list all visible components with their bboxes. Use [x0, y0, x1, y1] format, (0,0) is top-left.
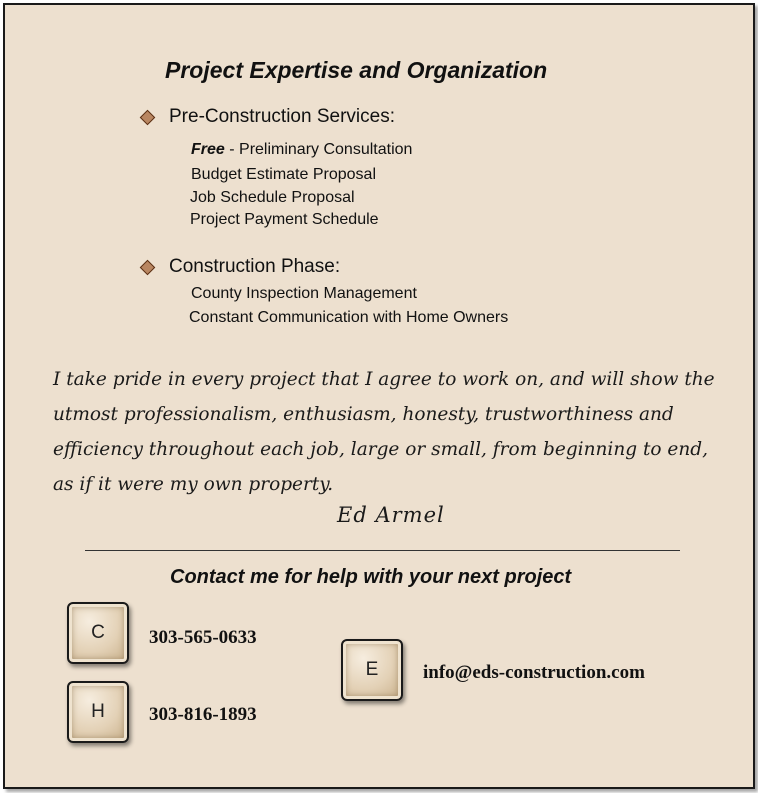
pride-quote [53, 362, 733, 502]
cell-key-icon: C [67, 602, 129, 664]
contact-heading: Contact me for help with your next project [170, 566, 572, 588]
email-key-icon: E [341, 639, 403, 701]
quote-line: as if it were my own property. [53, 474, 334, 495]
construction-phase-heading-label: Construction Phase: [169, 256, 341, 277]
free-label: Free [191, 141, 225, 158]
diamond-bullet-icon [140, 109, 156, 125]
pre-construction-heading [140, 106, 395, 128]
quote-line: utmost professionalism, enthusiasm, honesty, trustworthiness and [53, 404, 674, 425]
home-phone-number[interactable]: 303-816-1893 [149, 704, 257, 725]
list-item-schedule: Job Schedule Proposal [190, 189, 355, 206]
consultation-label: - Preliminary Consultation [224, 141, 413, 158]
page-title: Project Expertise and Organization [165, 57, 548, 83]
construction-phase-heading [140, 256, 340, 278]
email-address[interactable]: info@eds-construction.com [423, 662, 645, 683]
divider [85, 550, 680, 551]
quote-line: I take pride in every project that I agree to work on, and will show the [53, 369, 715, 390]
list-item-payment: Project Payment Schedule [190, 211, 379, 228]
flyer-panel [3, 3, 755, 789]
list-item-inspection: County Inspection Management [191, 285, 417, 302]
pre-construction-heading-label: Pre-Construction Services: [169, 106, 395, 127]
home-key-icon: H [67, 681, 129, 743]
cell-phone-number[interactable]: 303-565-0633 [149, 627, 257, 648]
list-item-communication: Constant Communication with Home Owners [189, 309, 509, 326]
signature: Ed Armel [337, 503, 445, 527]
quote-line: efficiency throughout each job, large or small, from beginning to end, [53, 439, 708, 460]
list-item-consultation [191, 141, 412, 159]
diamond-bullet-icon [140, 259, 156, 275]
list-item-budget: Budget Estimate Proposal [191, 166, 376, 183]
